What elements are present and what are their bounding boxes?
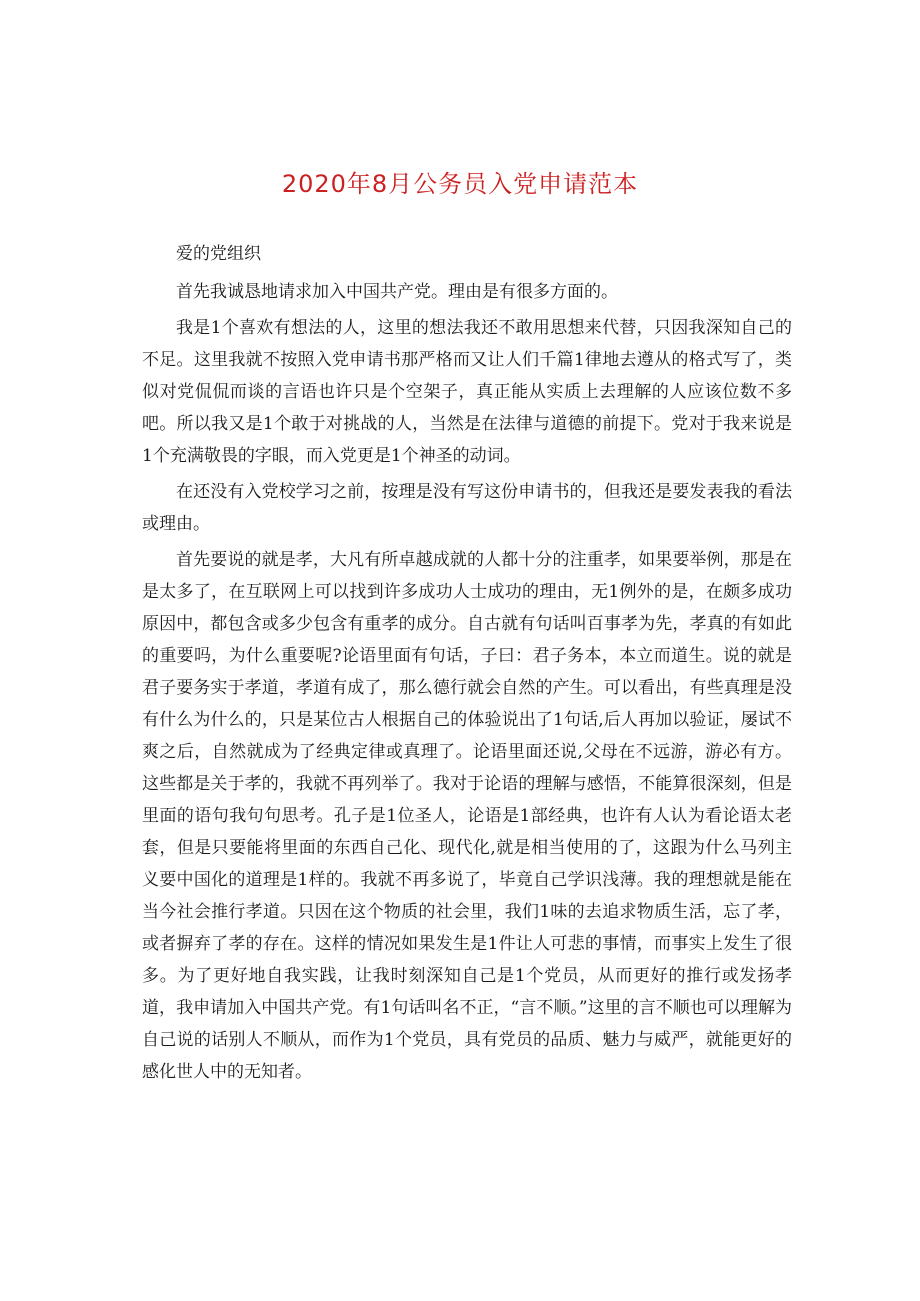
document-body [142, 238, 792, 1092]
salutation: 爱的党组织 [176, 244, 261, 264]
document-title: 2020年8月公务员入党申请范本 [281, 170, 639, 198]
paragraph-2: 我是1个喜欢有想法的人，这里的想法我还不敢用思想来代替，只因我深知自己的不足。这里我就不按照入党申请书那严格而又让人们千篇1律地去遵从的格式写了，类似对党侃侃而谈的言语也许只是个空架子，真正能从实质上去理解的人应该位数不多吧。所以我又是1个敢于对挑战的人，当然是在法律与道德的前提下。党对于我来说是1个充满敬畏的字眼，而入党更是1个神圣的动词。 [142, 318, 792, 466]
paragraph-1: 首先我诚恳地请求加入中国共产党。理由是有很多方面的。 [176, 282, 618, 302]
paragraph-4: 首先要说的就是孝，大凡有所卓越成就的人都十分的注重孝，如果要举例，那是在是太多了，在互联网上可以找到许多成功人士成功的理由，无1例外的是，在颇多成功原因中，都包含或多少包含有重孝的成分。自古就有句话叫百事孝为先，孝真的有如此的重要吗，为什么重要呢?论语里面有句话，子曰：君子务本，本立而道生。说的就是君子要务实于孝道，孝道有成了，那么德行就会自然的产生。可以看出，有些真理是没有什么为什么的，只是某位古人根据自己的体验说出了1句话,后人再加以验证，屡试不爽之后，自然就成为了经典定律或真理了。论语里面还说,父母在不远游，游必有方。这些都是关于孝的，我就不再列举了。我对于论语的理解与感悟，不能算很深刻，但是里面的语句我句句思考。孔子是1位圣人，论语是1部经典，也许有人认为看论语太老套，但是只要能将里面的东西自己化、现代化,就是相当使用的了，这跟为什么马列主义要中国化的道理是1样的。我就不再多说了，毕竟自己学识浅薄。我的理想就是能在当今社会推行孝道。只因在这个物质的社会里，我们1味的去追求物质生活，忘了孝，或者摒弃了孝的存在。这样的情况如果发生是1件让人可悲的事情，而事实上发生了很多。为了更好地自我实践，让我时刻深知自己是1个党员，从而更好的推行或发扬孝道，我申请加入中国共产党。有1句话叫名不正，“言不顺。”这里的言不顺也可以理解为自己说的话别人不顺从，而作为1个党员，具有党员的品质、魅力与威严，就能更好的感化世人中的无知者。 [142, 550, 792, 1082]
paragraph-3: 在还没有入党校学习之前，按理是没有写这份申请书的，但我还是要发表我的看法或理由。 [142, 482, 792, 534]
